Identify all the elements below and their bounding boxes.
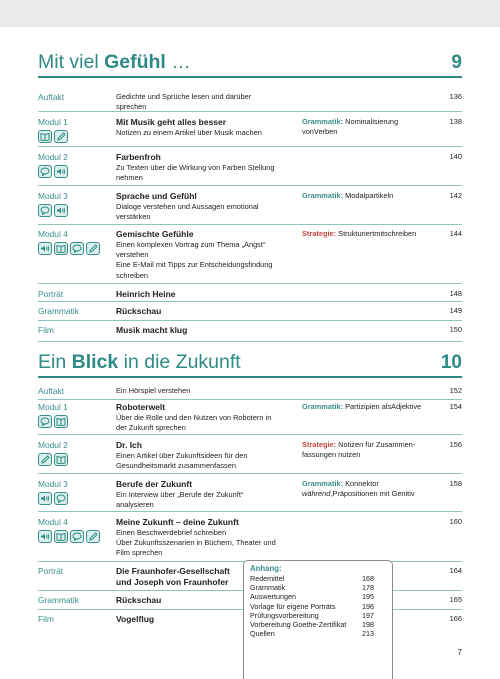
grammar-note (302, 229, 430, 239)
row-label: Modul 4 (38, 229, 68, 239)
appendix-page: 168 (362, 574, 374, 583)
appendix-item (250, 602, 386, 611)
row-content (116, 191, 291, 222)
speech-bubble-icon (70, 242, 84, 255)
row-description: Einen komplexen Vortrag zum Thema „Angst“ (116, 240, 266, 249)
grammar-text: Konnektor (343, 479, 379, 488)
row-content (116, 479, 291, 510)
page-ref: 160 (449, 517, 462, 526)
grammar-text: mitschreiben (374, 229, 417, 238)
grammar-text: Strukturiert (336, 229, 375, 238)
row-description: Gedichte und Sprüche lesen und darüber (116, 92, 252, 101)
appendix-page: 197 (362, 610, 374, 620)
row-label: Modul 3 (38, 479, 68, 489)
pencil-icon (54, 130, 68, 143)
appendix-label: Auswertungen (250, 592, 296, 602)
unit-title: Ein Blick in die Zukunft (38, 351, 241, 373)
row-divider (38, 341, 462, 342)
row-content (116, 117, 291, 138)
row-title: Musik macht klug (116, 325, 188, 335)
row-divider (38, 146, 462, 147)
book-icon (54, 242, 68, 255)
grammar-label: Grammatik: (302, 191, 344, 200)
appendix-heading: Anhang: (250, 564, 282, 573)
appendix-page: 196 (362, 601, 374, 611)
row-description: schreiben (116, 270, 149, 280)
row-label: Grammatik (38, 306, 79, 316)
row-label: Porträt (38, 289, 64, 299)
row-divider (38, 224, 462, 225)
audio-icon (38, 492, 52, 505)
pencil-icon (86, 242, 100, 255)
appendix-label: Prüfungsvorbereitung (250, 610, 319, 620)
appendix-label: Quellen (250, 629, 275, 639)
grammar-text: fassungen nutzen (302, 450, 361, 460)
row-description: Film sprechen (116, 548, 163, 558)
skill-icons (38, 415, 68, 428)
row-description: Über die Rolle und den Nutzen von Robotern in (116, 413, 272, 422)
row-label: Film (38, 325, 54, 335)
pencil-icon (38, 453, 52, 466)
grammar-text: , (330, 489, 333, 499)
appendix-page: 213 (362, 629, 374, 639)
row-content (116, 517, 291, 559)
appendix-list (250, 574, 386, 638)
appendix-page: 198 (362, 620, 374, 630)
row-title-line-2: und Joseph von Fraunhofer (116, 577, 229, 587)
grammar-text: Nominalisierung von (302, 117, 399, 137)
appendix-label: Vorlage für eigene Porträts (250, 601, 336, 611)
skill-icons (38, 530, 100, 543)
skill-icons (38, 242, 100, 255)
book-icon (38, 130, 52, 143)
grammar-text: Modalpartikeln (343, 191, 394, 200)
unit-divider (38, 76, 462, 78)
row-divider (38, 185, 462, 186)
skill-icons (38, 130, 68, 143)
audio-icon (54, 204, 68, 217)
row-description: verstärken (116, 212, 151, 222)
row-title: Gemischte Gefühle (116, 229, 194, 239)
row-label: Modul 2 (38, 152, 68, 162)
book-icon (54, 415, 68, 428)
row-content (116, 402, 291, 433)
row-divider (38, 511, 462, 512)
grammar-note (302, 440, 430, 460)
row-label: Grammatik (38, 595, 79, 605)
row-description: Ein Hörspiel verstehen (116, 386, 191, 395)
row-title: Vogelflug (116, 614, 155, 624)
page-ref: 140 (449, 152, 462, 161)
row-description: Über Zukunftsszenarien in Büchern, Theater und (116, 538, 276, 548)
row-title: Dr. Ich (116, 440, 142, 450)
book-icon (54, 453, 68, 466)
row-label: Modul 1 (38, 402, 68, 412)
row-title: Mit Musik geht alles besser (116, 117, 227, 127)
grammar-note (302, 117, 430, 137)
top-band (0, 0, 500, 27)
book-icon (54, 530, 68, 543)
grammar-text: Partizipien als (343, 402, 392, 411)
audio-icon (38, 242, 52, 255)
grammar-note (302, 479, 430, 499)
grammar-text: während (302, 489, 331, 499)
row-divider (38, 301, 462, 302)
speech-bubble-icon (70, 530, 84, 543)
row-content (116, 306, 291, 317)
audio-icon (38, 530, 52, 543)
appendix-box (243, 560, 393, 679)
row-label: Porträt (38, 566, 64, 576)
appendix-item (250, 574, 386, 583)
page-ref: 158 (449, 479, 462, 488)
speech-bubble-icon (38, 165, 52, 178)
grammar-label: Grammatik: (302, 117, 344, 126)
row-divider (38, 320, 462, 321)
grammar-label: Grammatik: (302, 479, 344, 488)
unit-number: 10 (440, 352, 462, 373)
row-description: Dialoge verstehen und Aussagen emotional (116, 202, 259, 211)
row-title: Roboterwelt (116, 402, 166, 412)
row-description: Ein Interview über „Berufe der Zukunft“ (116, 490, 244, 499)
row-divider (38, 473, 462, 474)
row-description: Eine E-Mail mit Tipps zur Entscheidungsfindung (116, 260, 273, 270)
unit-9-header (38, 50, 462, 78)
row-content (116, 440, 291, 471)
row-title: Meine Zukunft – deine Zukunft (116, 517, 239, 527)
row-description: Notizen zu einem Artikel über Musik machen (116, 128, 262, 137)
speech-bubble-icon (38, 415, 52, 428)
skill-icons (38, 204, 68, 217)
unit-divider (38, 376, 462, 378)
page-ref: 156 (449, 440, 462, 449)
appendix-item (250, 629, 386, 638)
row-content (116, 229, 291, 281)
speech-bubble-icon (38, 204, 52, 217)
row-divider (38, 399, 462, 400)
row-label: Film (38, 614, 54, 624)
row-description: Zu Texten über die Wirkung von Farben Stellung (116, 163, 275, 172)
unit-number: 9 (451, 52, 462, 73)
row-description: nehmen (116, 173, 143, 183)
row-title: Die Fraunhofer-Gesellschaft (116, 566, 230, 576)
row-title: Heinrich Heine (116, 289, 176, 299)
page-ref: 142 (449, 191, 462, 200)
grammar-text: Notizen für Zusammen- (336, 440, 416, 449)
row-label: Modul 2 (38, 440, 68, 450)
appendix-item (250, 583, 386, 592)
page-ref: 152 (449, 386, 462, 395)
page-ref: 150 (449, 325, 462, 334)
page-ref: 148 (449, 289, 462, 298)
appendix-label: Vorbereitung Goethe-Zertifikat (250, 620, 347, 630)
row-description: analysieren (116, 500, 154, 510)
page-ref: 165 (449, 595, 462, 604)
row-label: Modul 3 (38, 191, 68, 201)
page-ref: 138 (449, 117, 462, 126)
row-label: Auftakt (38, 92, 65, 102)
row-title: Farbenfroh (116, 152, 161, 162)
row-description: Einen Beschwerdebrief schreiben (116, 528, 227, 537)
row-divider (38, 111, 462, 112)
grammar-note (302, 402, 430, 412)
appendix-item (250, 611, 386, 620)
strategy-label: Strategie: (302, 440, 337, 449)
appendix-label: Grammatik (250, 583, 286, 593)
row-content (116, 325, 291, 336)
row-divider (38, 434, 462, 435)
row-description: Einen Artikel über Zukunftsideen für den (116, 451, 248, 460)
skill-icons (38, 165, 68, 178)
row-content (116, 92, 291, 112)
row-content (116, 152, 291, 183)
row-description: verstehen (116, 250, 149, 260)
row-divider (38, 283, 462, 284)
page-ref: 154 (449, 402, 462, 411)
row-label: Auftakt (38, 386, 65, 396)
row-title: Rückschau (116, 306, 162, 316)
grammar-text: Präpositionen mit Genitiv (332, 489, 415, 499)
row-label: Modul 4 (38, 517, 68, 527)
page-ref: 164 (449, 566, 462, 575)
appendix-label: Redemittel (250, 574, 285, 583)
row-content (116, 289, 291, 300)
grammar-text: Verben (313, 127, 338, 137)
appendix-item (250, 592, 386, 601)
row-title: Rückschau (116, 595, 162, 605)
unit-title: Mit viel Gefühl … (38, 51, 191, 73)
skill-icons (38, 492, 68, 505)
grammar-text: Adjektive (391, 402, 422, 411)
page-number: 7 (457, 648, 462, 657)
appendix-page: 178 (362, 583, 374, 593)
appendix-item (250, 620, 386, 629)
row-label: Modul 1 (38, 117, 68, 127)
grammar-note (302, 191, 430, 201)
row-description: sprechen (116, 102, 147, 112)
row-description: Gesundheitsmarkt zusammenfassen (116, 461, 236, 471)
page-ref: 136 (449, 92, 462, 101)
row-description: der Zukunft sprechen (116, 423, 186, 433)
appendix-page: 195 (362, 592, 374, 602)
speech-bubble-icon (54, 492, 68, 505)
row-title: Sprache und Gefühl (116, 191, 197, 201)
skill-icons (38, 453, 68, 466)
pencil-icon (86, 530, 100, 543)
page-ref: 166 (449, 614, 462, 623)
row-content (116, 386, 291, 396)
strategy-label: Strategie: (302, 229, 337, 238)
unit-10-header (38, 350, 462, 378)
grammar-label: Grammatik: (302, 402, 344, 411)
page-ref: 149 (449, 306, 462, 315)
audio-icon (54, 165, 68, 178)
page-ref: 144 (449, 229, 462, 238)
row-title: Berufe der Zukunft (116, 479, 193, 489)
